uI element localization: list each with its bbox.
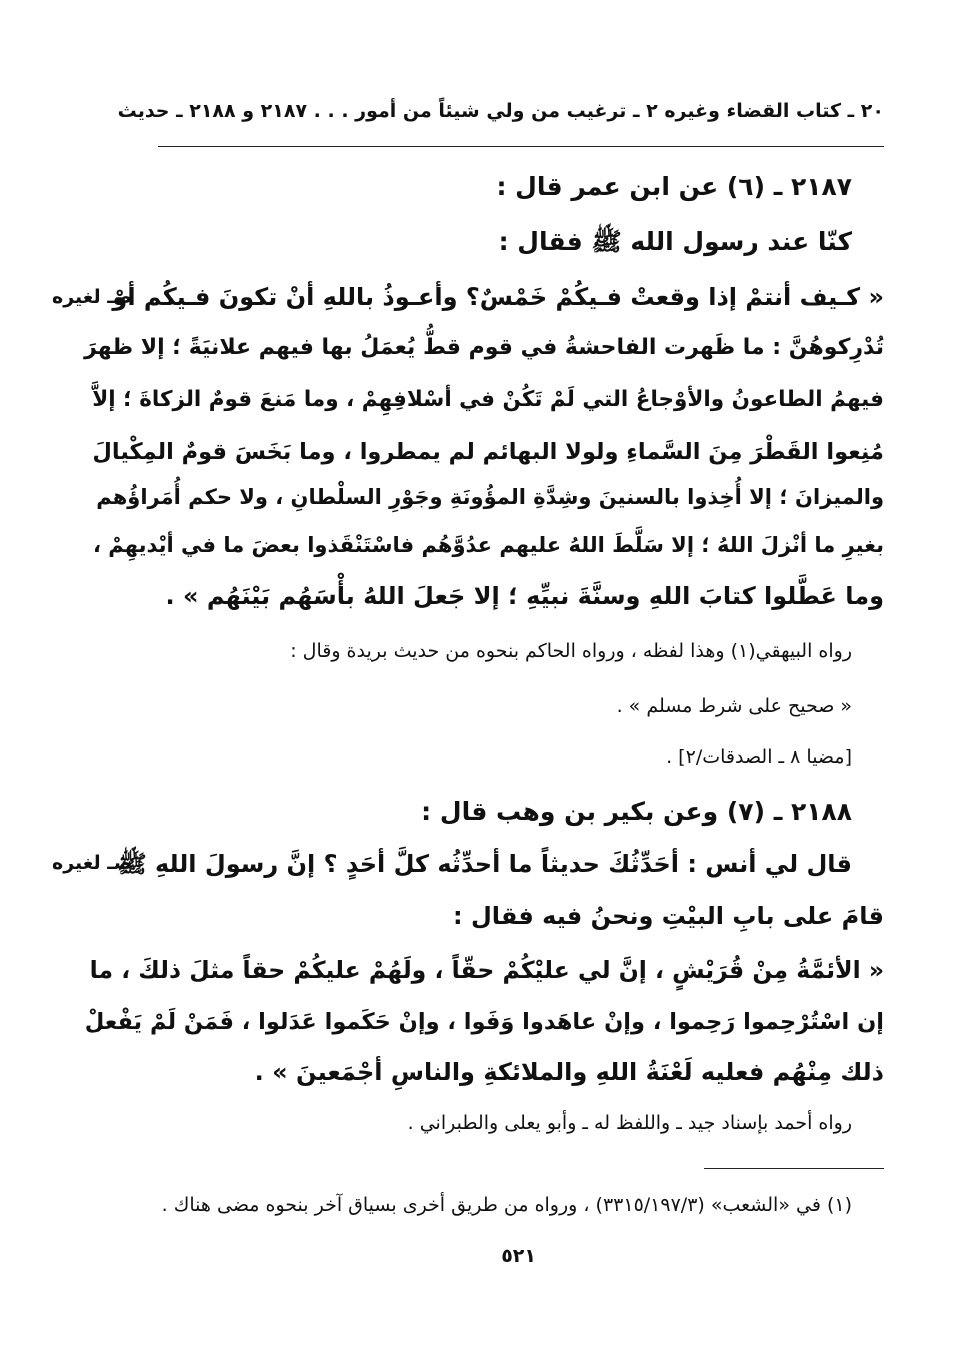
hadith-2188-grade: صـ لغيره xyxy=(52,852,133,874)
hadith-2187-line-1: « كـيف أنتمْ إذا وقعتْ فـيكُمْ خَمْسٌ؟ وأعـوذُ باللهِ أنْ تكونَ فـيكُم أوْ xyxy=(112,283,884,311)
hadith-2187-line-7: وما عَطَّلوا كتابَ اللهِ وسنَّةَ نبيِّهِ ؛ إلا جَعلَ اللهُ بأْسَهُم بَيْنَهُم » . xyxy=(165,582,884,610)
hadith-2187-title: ٢١٨٧ ـ (٦) عن ابن عمر قال : xyxy=(496,172,852,201)
hadith-2187-line-2: تُدْرِكوهُنَّ : ما ظَهرت الفاحشةُ في قوم قطُّ يُعمَلُ بها فيهم علانيَةً ؛ إلا ظهرَ xyxy=(84,335,884,360)
hadith-2187-line-6: بغيرِ ما أنْزلَ اللهُ ؛ إلا سَلَّطَ اللهُ عليهم عدُوَّهُم فاسْتَنْقَذوا بعضَ ما في أيْديهِمْ ، xyxy=(92,533,884,557)
hadith-2187-grade: صـ لغيره xyxy=(52,286,133,308)
hadith-2188-source: رواه أحمد بإسناد جيد ـ واللفظ له ـ وأبو يعلى والطبراني . xyxy=(407,1112,852,1134)
hadith-2188-line-1: « الأئمَّةُ مِنْ قُرَيْشٍ ، إنَّ لي عليْكُمْ حقّاً ، ولَهُمْ عليكُمْ حقاً مثلَ ذلكَ ، ما xyxy=(89,956,884,984)
hadith-2187-source: رواه البيهقي(١) وهذا لفظه ، ورواه الحاكم بنحوه من حديث بريدة وقال : xyxy=(290,640,852,662)
hadith-2187-line-4: مُنِعوا القَطْرَ مِنَ السَّماءِ ولولا البهائم لم يمطروا ، وما بَخَسَ قومٌ المِكْيالَ xyxy=(92,439,884,465)
hadith-2188-title: ٢١٨٨ ـ (٧) وعن بكير بن وهب قال : xyxy=(421,797,852,826)
header-rule xyxy=(158,146,884,147)
hadith-2188-intro-line-2: قامَ على بابِ البيْتِ ونحنُ فيه فقال : xyxy=(453,902,884,930)
hadith-2187-line-3: فيهمُ الطاعونُ والأوْجاعُ التي لَمْ تَكُنْ في أسْلافِهِمْ ، وما مَنعَ قومٌ الزكاةَ ؛ إلاَّ xyxy=(92,387,884,412)
footnote: (١) في «الشعب» (٣٣١٥/١٩٧/٣) ، ورواه من طريق أخرى بسياق آخر بنحوه مضى هناك . xyxy=(161,1194,852,1216)
hadith-2187-authentication: « صحيح على شرط مسلم » . xyxy=(616,695,852,717)
hadith-2188-line-3: ذلك مِنْهُم فعليه لَعْنَةُ اللهِ والملائكةِ والناسِ أجْمَعينَ » . xyxy=(254,1058,884,1086)
hadith-2188-intro-line-1: قال لي أنس : أحَدِّثُكَ حديثاً ما أحدِّثُه كلَّ أحَدٍ ؟ إنَّ رسولَ اللهِ ﷺ xyxy=(117,850,852,878)
hadith-2187-cross-reference: [مضيا ٨ ـ الصدقات/٢] . xyxy=(666,746,852,768)
footnote-rule xyxy=(704,1168,884,1169)
hadith-2187-line-5: والميزانَ ؛ إلا أُخِذوا بالسنينَ وشِدَّةِ المؤُونَةِ وجَوْرِ السلْطانِ ، ولا حكم أُمَراؤُهم xyxy=(96,485,884,509)
page-number: ٥٢١ xyxy=(501,1245,536,1267)
hadith-2188-line-2: إن اسْتُرْحِموا رَحِموا ، وإنْ عاهَدوا وَفَوا ، وإنْ حَكَموا عَدَلوا ، فَمَنْ لَمْ يَفْعلْ xyxy=(84,1009,884,1035)
hadith-2187-intro: كنّا عند رسول الله ﷺ فقال : xyxy=(498,227,852,256)
running-header: ٢٠ ـ كتاب القضاء وغيره ٢ ـ ترغيب من ولي شيئاً من أمور . . . ٢١٨٧ و ٢١٨٨ ـ حديث xyxy=(117,100,884,122)
